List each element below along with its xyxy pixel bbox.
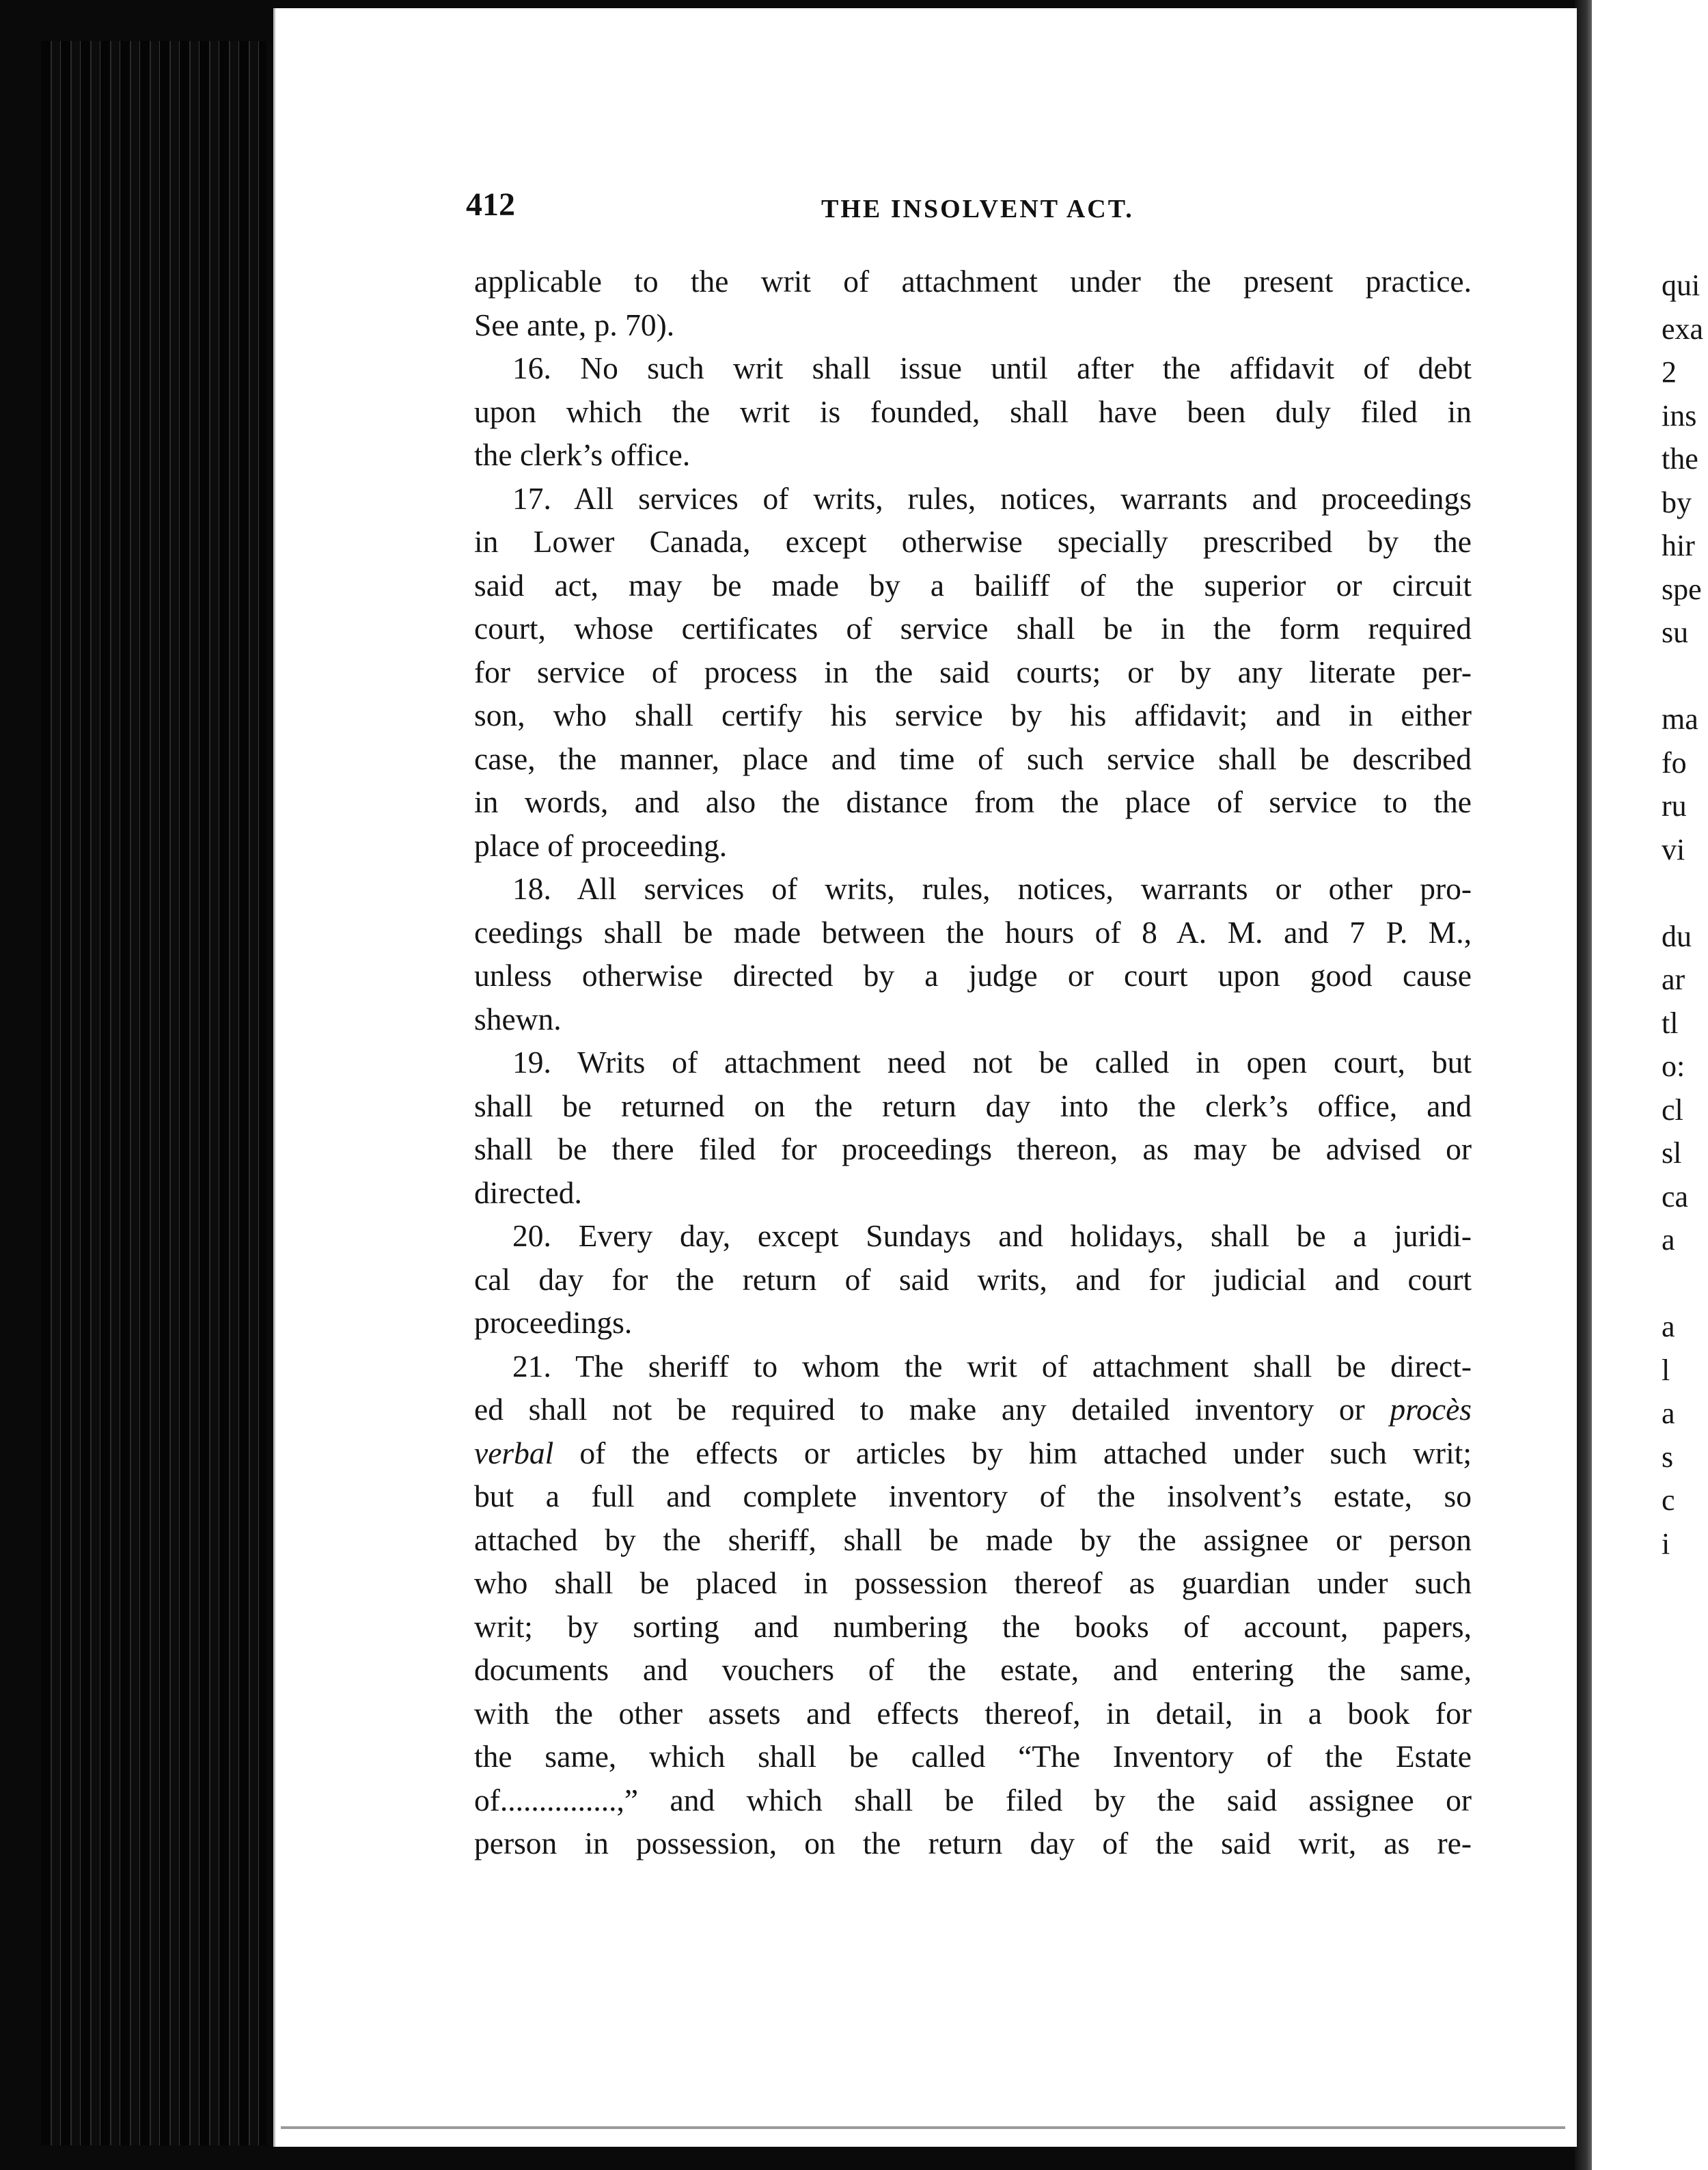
- text-line: [474, 1388, 1472, 1431]
- line-text: shall be returned on the return day into the clerk’s office, and: [474, 1088, 1472, 1123]
- facing-page-fragment: ins: [1662, 398, 1697, 432]
- line-text: proceedings.: [474, 1305, 633, 1340]
- body-text: [474, 260, 1472, 1865]
- line-text: case, the manner, place and time of such service shall be described: [474, 741, 1472, 776]
- text-line: [474, 1648, 1472, 1692]
- line-text: 20. Every day, except Sundays and holidays, shall be a juridi-: [512, 1218, 1472, 1253]
- text-line: [474, 650, 1472, 694]
- text-line: [474, 693, 1472, 737]
- text-line: [474, 346, 1472, 390]
- line-text: ceedings shall be made between the hours of 8 A. M. and 7 P. M.,: [474, 914, 1472, 950]
- page-number: 412: [466, 187, 515, 223]
- line-text: 16. No such writ shall issue until after the affidavit of debt: [512, 351, 1472, 385]
- facing-page-fragment: 2: [1662, 355, 1677, 389]
- facing-page-fragment: by: [1662, 485, 1692, 519]
- text-line: [474, 780, 1472, 824]
- line-text: the clerk’s office.: [474, 437, 691, 472]
- book-page-edges: [41, 41, 266, 2145]
- facing-page-fragment: exa: [1662, 312, 1704, 346]
- line-text: said act, may be made by a bailiff of the superior or circuit: [474, 567, 1472, 603]
- text-line: [474, 1084, 1472, 1128]
- text-line: [474, 564, 1472, 607]
- text-line: [474, 1822, 1472, 1865]
- line-text: for service of process in the said courts; or by any literate per-: [474, 654, 1472, 689]
- line-text: shewn.: [474, 1001, 562, 1036]
- line-text: of...............,” and which shall be filed by the said assignee or: [474, 1782, 1472, 1817]
- line-text: 18. All services of writs, rules, notices, warrants or other pro-: [512, 871, 1472, 906]
- facing-page-fragment: ar: [1662, 963, 1685, 996]
- text-line: [474, 390, 1472, 434]
- text-line: [474, 1431, 1472, 1475]
- facing-page-fragment: ma: [1662, 702, 1698, 736]
- facing-page-fragment: du: [1662, 919, 1692, 953]
- line-text: writ; by sorting and numbering the books of account, papers,: [474, 1608, 1472, 1644]
- line-text: See ante, p. 70).: [474, 307, 675, 342]
- text-line: [474, 520, 1472, 564]
- text-line: [474, 824, 1472, 868]
- facing-page-fragment: qui: [1662, 269, 1700, 302]
- line-text: with the other assets and effects thereof, in detail, in a book for: [474, 1695, 1472, 1731]
- gutter-shadow: [1575, 0, 1594, 2170]
- text-line: [474, 1778, 1472, 1822]
- text-line: [474, 998, 1472, 1041]
- line-text: 21. The sheriff to whom the writ of attachment shall be direct-: [512, 1348, 1472, 1384]
- facing-page-fragment: a: [1662, 1397, 1675, 1430]
- text-line: [474, 1127, 1472, 1171]
- text-line: [474, 303, 1472, 347]
- facing-page-fragment: o:: [1662, 1049, 1685, 1083]
- facing-page-fragment: vi: [1662, 832, 1685, 866]
- line-text: but a full and complete inventory of the insolvent’s estate, so: [474, 1479, 1472, 1513]
- line-text: who shall be placed in possession thereof as guardian under such: [474, 1565, 1472, 1600]
- text-line: [474, 433, 1472, 477]
- line-text: the same, which shall be called “The Inventory of the Estate: [474, 1739, 1472, 1774]
- line-text: upon which the writ is founded, shall have been duly filed in: [474, 394, 1472, 429]
- text-line: [474, 867, 1472, 911]
- text-line: [474, 1735, 1472, 1778]
- text-line: [474, 1345, 1472, 1388]
- line-text: unless otherwise directed by a judge or court upon good cause: [474, 958, 1472, 993]
- facing-page-fragment: i: [1662, 1526, 1670, 1561]
- line-text: court, whose certificates of service shall be in the form required: [474, 611, 1472, 646]
- text-line: [474, 911, 1472, 954]
- text-line: [474, 1474, 1472, 1518]
- facing-page-fragment: c: [1662, 1483, 1675, 1517]
- text-line: [474, 737, 1472, 781]
- facing-page-fragment: spe: [1662, 572, 1702, 606]
- line-text: applicable to the writ of attachment under the present practice.: [474, 264, 1472, 299]
- facing-page-fragment: s: [1662, 1440, 1674, 1474]
- text-line: [474, 1171, 1472, 1215]
- facing-page-fragment: tl: [1662, 1006, 1679, 1040]
- facing-page-fragment: sl: [1662, 1136, 1682, 1170]
- italic-term: verbal: [474, 1435, 554, 1470]
- text-line: [474, 477, 1472, 521]
- text-line: [474, 1041, 1472, 1084]
- running-title: THE INSOLVENT ACT.: [821, 195, 1134, 223]
- line-text: attached by the sheriff, shall be made by the assignee or person: [474, 1522, 1472, 1557]
- facing-page-fragment: the: [1662, 442, 1698, 476]
- facing-page-fragment: a: [1662, 1310, 1675, 1343]
- facing-page-fragment: a: [1662, 1223, 1675, 1256]
- line-text: in Lower Canada, except otherwise specially prescribed by the: [474, 524, 1472, 559]
- text-line: [474, 1301, 1472, 1345]
- text-line: [474, 1518, 1472, 1562]
- line-text: son, who shall certify his service by his affidavit; and in either: [474, 698, 1472, 732]
- line-text: cal day for the return of said writs, and for judicial and court: [474, 1261, 1472, 1297]
- text-line: [474, 607, 1472, 650]
- facing-page-fragment: hir: [1662, 529, 1695, 562]
- line-text: documents and vouchers of the estate, and entering the same,: [474, 1652, 1472, 1687]
- line-text: person in possession, on the return day of the said writ, as re-: [474, 1826, 1472, 1860]
- line-text: ed shall not be required to make any detailed inventory or: [474, 1392, 1365, 1427]
- facing-page-fragment: l: [1662, 1353, 1670, 1387]
- italic-term: procès: [1364, 1392, 1472, 1427]
- facing-page-fragment: ru: [1662, 789, 1687, 823]
- text-line: [474, 1561, 1472, 1605]
- page-bottom-rule: [281, 2126, 1565, 2129]
- line-text: directed.: [474, 1175, 582, 1210]
- facing-page-fragment: fo: [1662, 745, 1687, 780]
- text-line: [474, 260, 1472, 303]
- line-text: of the effects or articles by him attached under such writ;: [579, 1435, 1472, 1470]
- text-line: [474, 1692, 1472, 1735]
- text-line: [474, 1214, 1472, 1258]
- line-text: 17. All services of writs, rules, notices, warrants and proceedings: [512, 480, 1472, 516]
- text-line: [474, 954, 1472, 998]
- text-line: [474, 1605, 1472, 1649]
- line-text: 19. Writs of attachment need not be called in open court, but: [512, 1045, 1472, 1080]
- line-text: in words, and also the distance from the place of service to the: [474, 784, 1472, 819]
- line-text: shall be there filed for proceedings thereon, as may be advised or: [474, 1131, 1472, 1166]
- facing-page-fragment: su: [1662, 616, 1689, 649]
- line-text: place of proceeding.: [474, 827, 728, 863]
- facing-page-fragment: ca: [1662, 1179, 1689, 1213]
- facing-page-fragment: cl: [1662, 1093, 1683, 1127]
- text-line: [474, 1258, 1472, 1302]
